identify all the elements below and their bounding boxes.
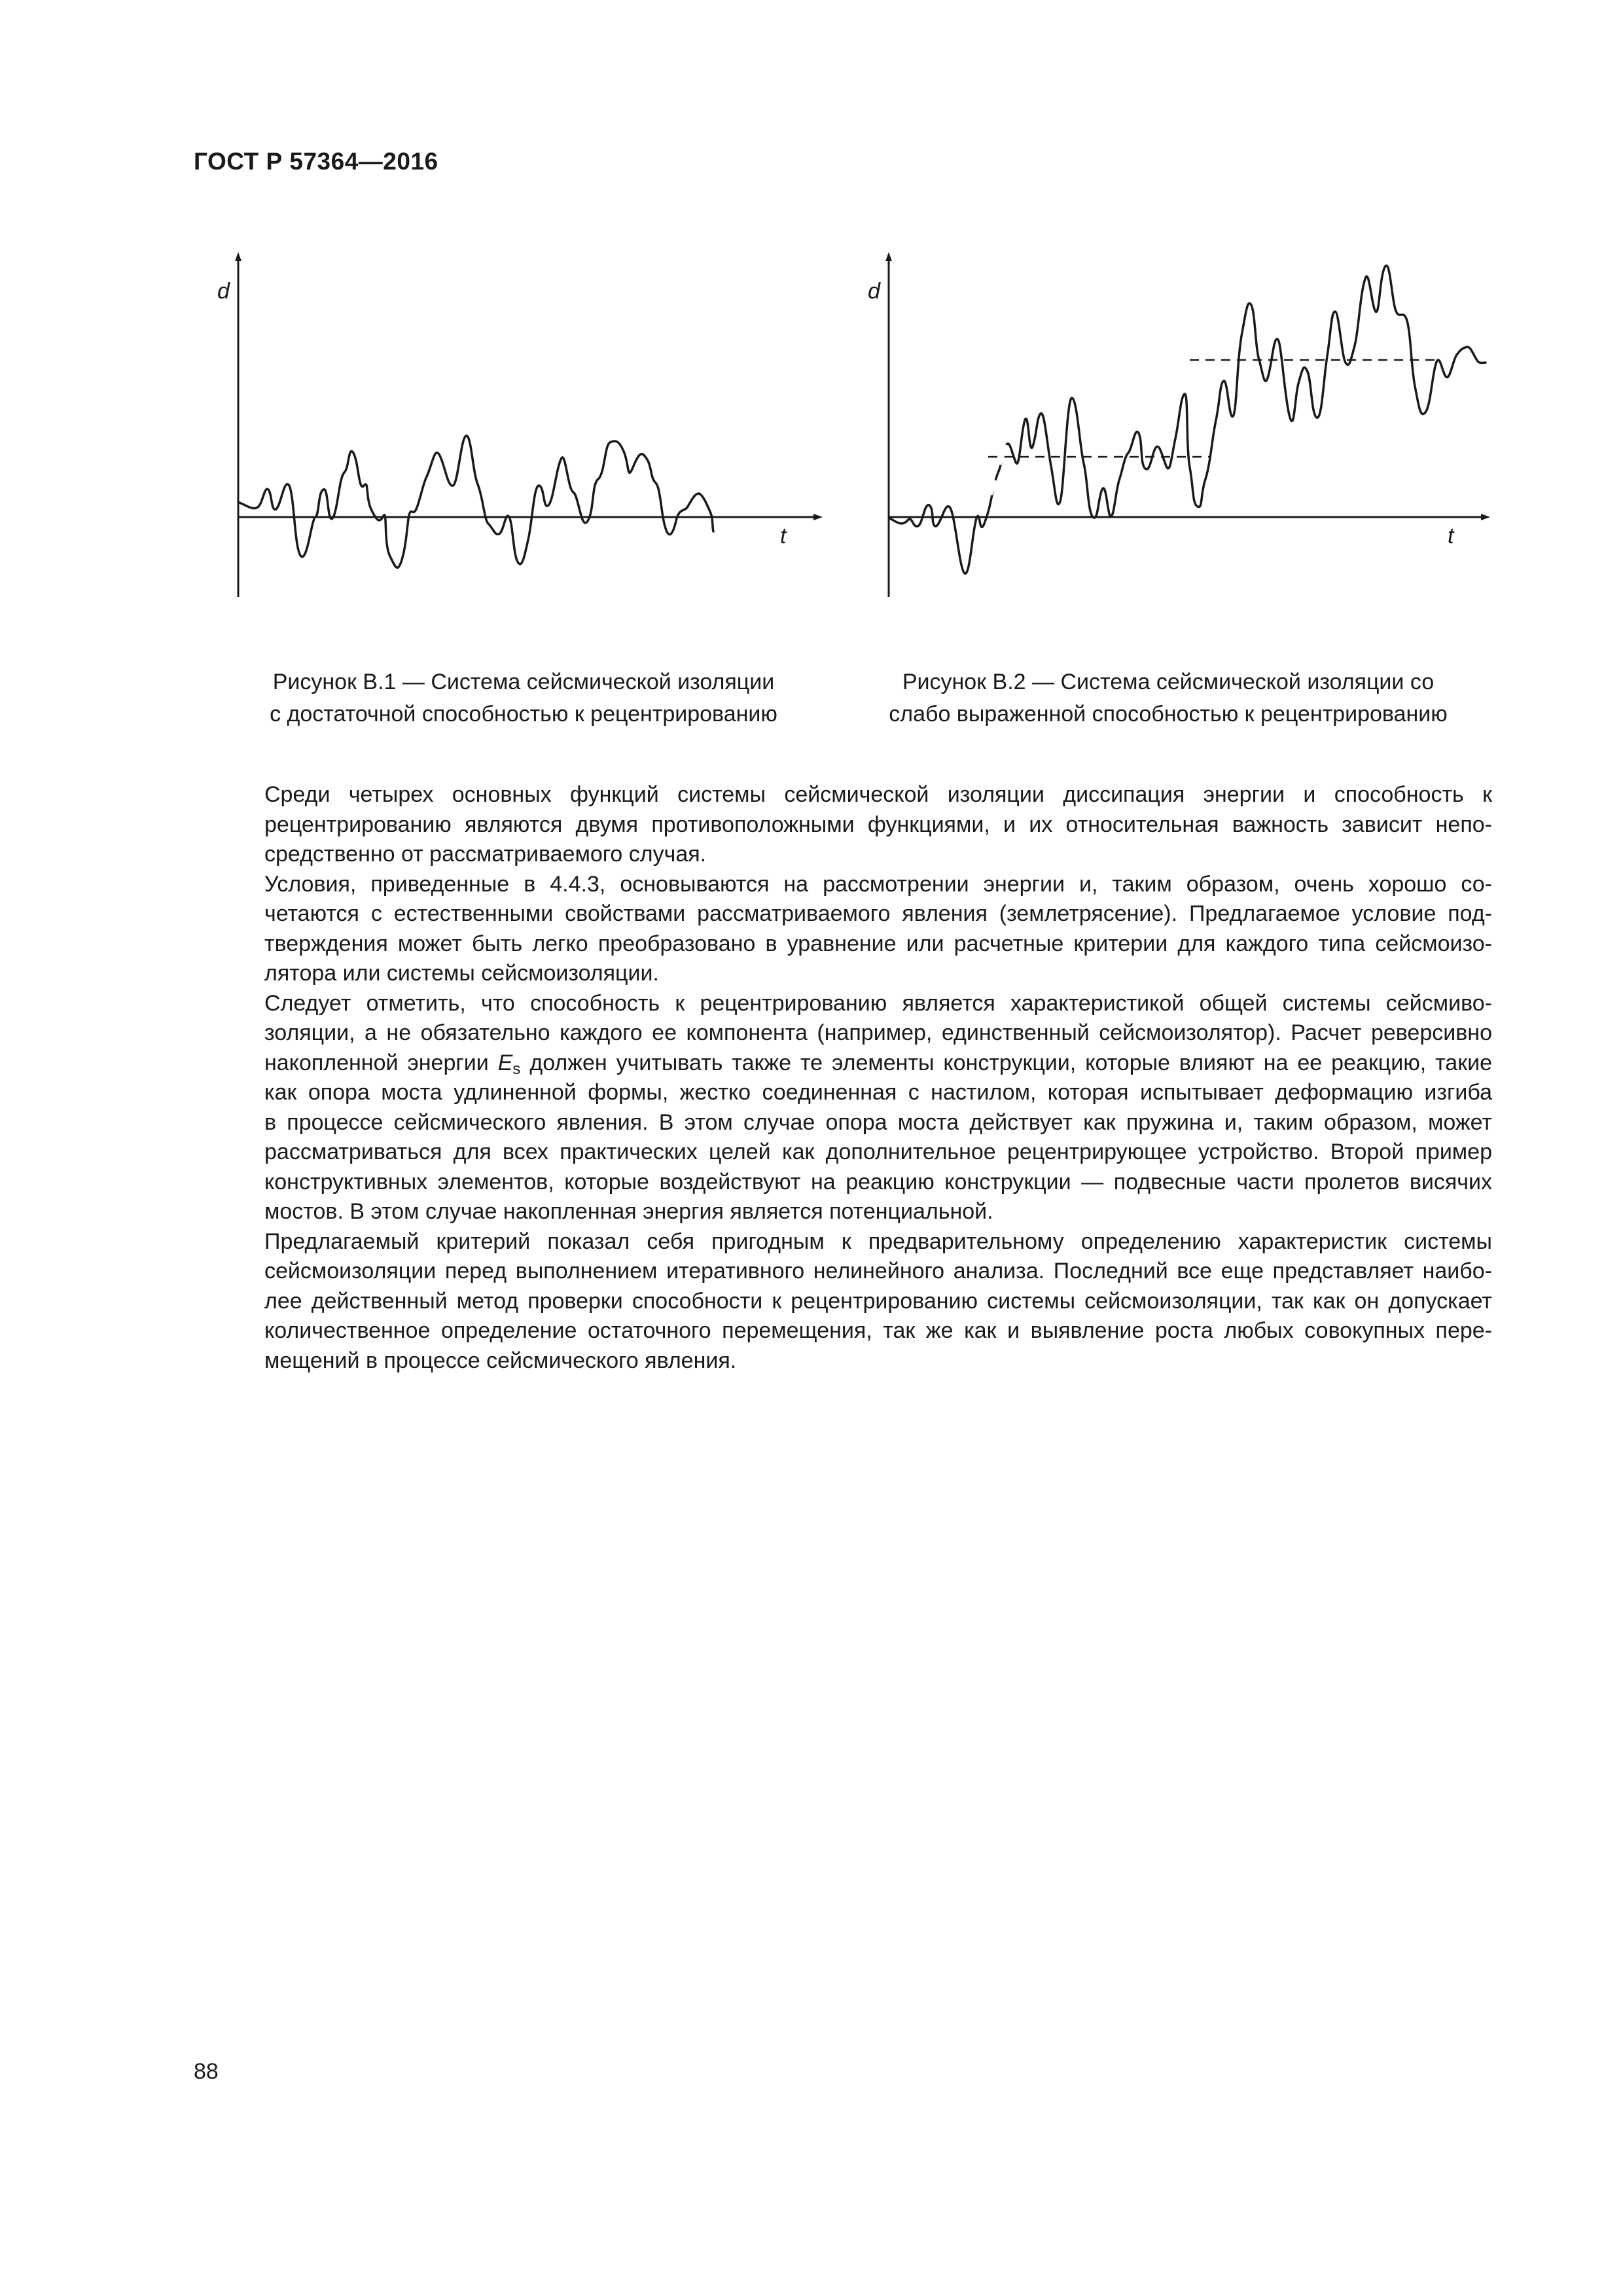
x-axis-label: t xyxy=(1448,524,1454,548)
text-line: мостов. В этом случае накопленная энергия является потенциальной. xyxy=(264,1199,993,1224)
text-line: лятора или системы сейсмоизоляции. xyxy=(264,961,659,986)
text-line: Предлагаемый критерий показал себя пригодным к предварительному определению характеристик системы xyxy=(264,1229,1492,1254)
text-line: золяции, а не обязательно каждого ее компонента (например, единственный сейсмоизолятор). Расчет реверсивно xyxy=(264,1020,1492,1045)
text-line xyxy=(194,1049,1492,1079)
figure-b1-caption xyxy=(196,666,851,730)
text-line: Следует отметить, что способность к рецентрированию является характеристикой общей системы сейсмиво- xyxy=(264,990,1492,1016)
text-line: лее действенный метод проверки способности к рецентрированию системы сейсмоизоляции, так как он допускает xyxy=(264,1288,1492,1314)
document-header: ГОСТ Р 57364—2016 xyxy=(194,148,438,175)
caption-line: слабо выраженной способностью к рецентрированию xyxy=(889,702,1448,726)
body-text xyxy=(194,780,1492,1376)
text-line: Среди четырех основных функций системы сейсмической изоляции диссипация энергии и способность к xyxy=(264,782,1492,807)
text-line: Условия, приведенные в 4.4.3, основываются на рассмотрении энергии и, таким образом, очень хорошо со- xyxy=(264,871,1492,897)
text-line: тверждения может быть легко преобразовано в уравнение или расчетные критерии для каждого типа сейсмоизо- xyxy=(264,931,1492,956)
paragraph-1 xyxy=(194,780,1492,870)
text-line: сейсмоизоляции перед выполнением итеративного нелинейного анализа. Последний все еще представляет наибо- xyxy=(264,1259,1492,1283)
displacement-curve xyxy=(240,436,713,567)
gap-mask xyxy=(1000,445,1007,465)
y-axis-label: d xyxy=(868,279,880,304)
figure-b2 xyxy=(844,249,1499,615)
caption-line: Рисунок В.2 — Система сейсмической изоляции со xyxy=(902,670,1435,694)
displacement-curve xyxy=(890,266,1486,574)
text-line: четаются с естественными свойствами рассматриваемого явления (землетрясение). Предлагаемое условие под- xyxy=(264,901,1492,926)
caption-line: Рисунок В.1 — Система сейсмической изоляции xyxy=(272,670,775,694)
text-line: рецентрированию являются двумя противоположными функциями, и их относительная важность зависит непо- xyxy=(264,812,1492,837)
paragraph-2 xyxy=(194,870,1492,989)
y-axis-label: d xyxy=(217,279,230,304)
paragraph-3 xyxy=(194,989,1492,1227)
figure-b1 xyxy=(190,249,831,615)
paragraph-4 xyxy=(194,1227,1492,1376)
caption-line: с достаточной способностью к рецентрированию xyxy=(270,702,777,726)
text-fragment: должен учитывать также те элементы конструкции, которые влияют на ее реакцию, такие xyxy=(520,1050,1492,1075)
text-line: мещений в процессе сейсмического явления. xyxy=(264,1348,737,1373)
text-line: в процессе сейсмического явления. В этом случае опора моста действует как пружина и, таким образом, может xyxy=(264,1109,1492,1135)
text-line: рассматриваться для всех практических целей как дополнительное рецентрирующее устройство. Второй пример xyxy=(264,1139,1492,1164)
energy-symbol-subscript: s xyxy=(512,1060,521,1078)
text-line: средственно от рассматриваемого случая. xyxy=(264,842,707,867)
text-line: как опора моста удлиненной формы, жестко соединенная с настилом, которая испытывает деформацию изгиба xyxy=(264,1080,1492,1105)
text-fragment: накопленной энергии xyxy=(264,1050,498,1075)
text-line: конструктивных элементов, которые воздействуют на реакцию конструкции — подвесные части пролетов висячих xyxy=(264,1169,1492,1194)
energy-symbol: E xyxy=(497,1050,513,1075)
page-number: 88 xyxy=(194,2059,219,2084)
figure-b1-plot xyxy=(190,249,831,615)
figure-b2-caption xyxy=(838,666,1499,730)
text-line: количественное определение остаточного перемещения, так же как и выявление роста любых совокупных пере- xyxy=(264,1318,1492,1343)
x-axis-label: t xyxy=(780,524,787,548)
figure-b2-plot xyxy=(844,249,1499,615)
